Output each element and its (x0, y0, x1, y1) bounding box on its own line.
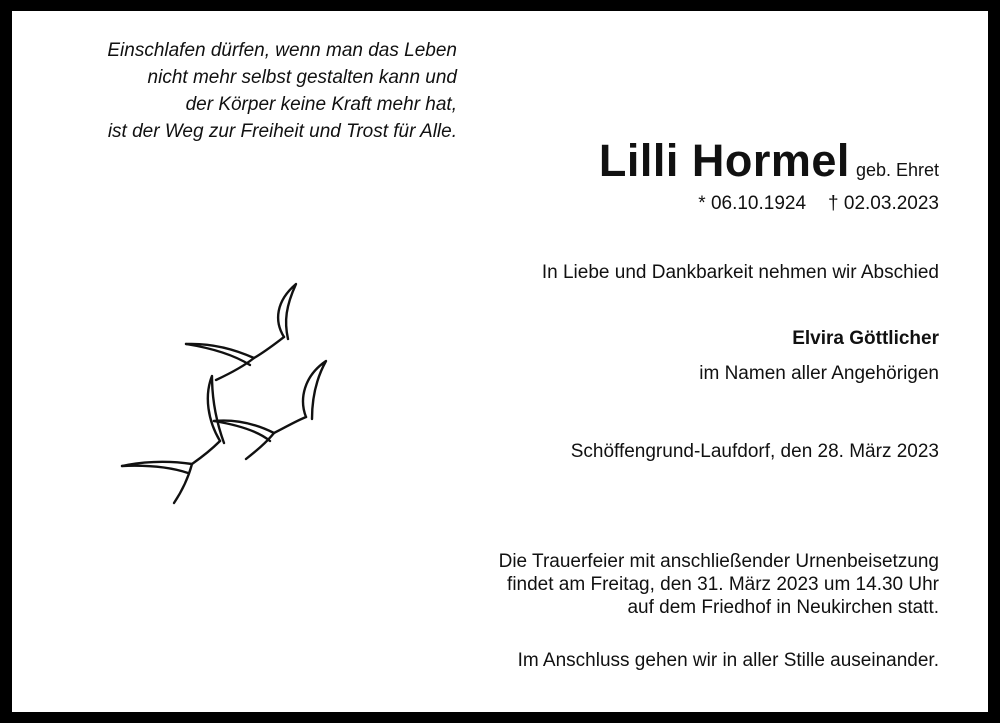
death-date: † 02.03.2023 (828, 193, 939, 214)
poem-line: der Körper keine Kraft mehr hat, (185, 94, 457, 115)
maiden-name: geb. Ehret (855, 160, 939, 180)
closing-text: Im Anschluss gehen wir in aller Stille auseinander. (517, 650, 939, 671)
bird-icon (214, 361, 326, 459)
birth-date: * 06.10.1924 (698, 193, 807, 214)
poem (32, 37, 457, 145)
farewell-text: In Liebe und Dankbarkeit nehmen wir Abschied (541, 262, 939, 283)
funeral-service-info (499, 550, 939, 619)
service-line: findet am Freitag, den 31. März 2023 um 14.30 Uhr (507, 574, 939, 595)
service-line: auf dem Friedhof in Neukirchen statt. (627, 597, 939, 618)
deceased-name-line (599, 133, 939, 189)
mourner-note: im Namen aller Angehörigen (699, 363, 939, 384)
mourner-name: Elvira Göttlicher (792, 328, 939, 349)
deceased-name: Lilli Hormel (598, 135, 850, 186)
flying-birds-illustration (116, 281, 346, 511)
poem-line: Einschlafen dürfen, wenn man das Leben (107, 40, 457, 61)
bird-icon (122, 376, 224, 503)
poem-line: nicht mehr selbst gestalten kann und (147, 67, 457, 88)
bird-icon (186, 284, 296, 380)
poem-line: ist der Weg zur Freiheit und Trost für Alle. (107, 121, 457, 142)
obituary-notice (12, 11, 988, 712)
service-line: Die Trauerfeier mit anschließender Urnenbeisetzung (498, 551, 939, 572)
place-and-date: Schöffengrund-Laufdorf, den 28. März 2023 (570, 441, 939, 462)
life-dates (698, 191, 939, 217)
